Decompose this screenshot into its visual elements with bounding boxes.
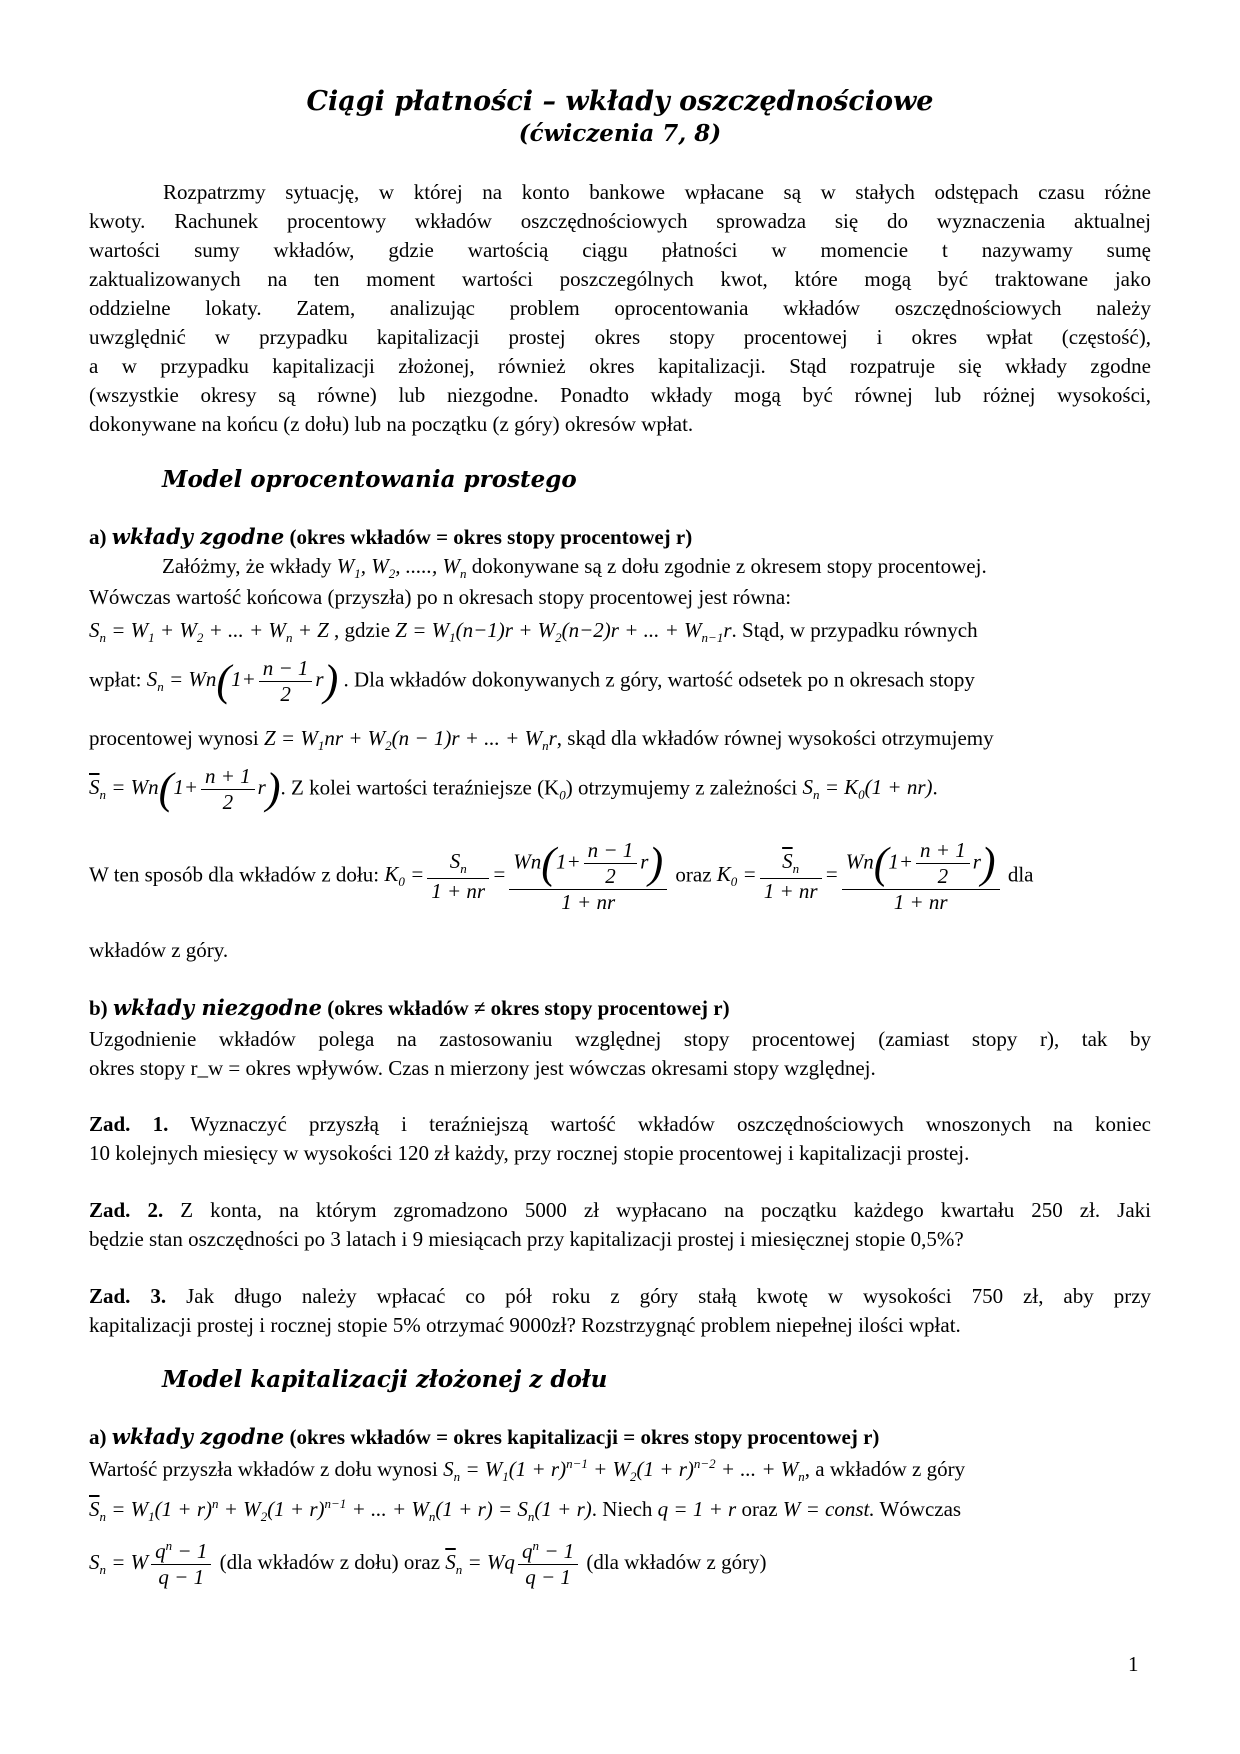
- task-text: Z konta, na którym zgromadzono 5000 zł wypłacano na początku każdego kwartału 250 zł. Jaki: [180, 1198, 1152, 1222]
- text-line: procentowej wynosi $Z = W_1nr + W_2(n - 1)r$ + ... + $W_nr$, skąd dla wkładów równej wysokości otrzymujemy: [89, 726, 994, 754]
- section-heading-compound: Model kapitalizacji złożonej z dołu: [162, 1366, 608, 1393]
- task-text: Wyznaczyć przyszłą i teraźniejszą wartość wkładów oszczędnościowych wnoszonych na koniec: [190, 1112, 1152, 1136]
- intro-line: (wszystkie okresy są równe) lub niezgodne. Ponadto wkłady mogą być równej lub różnej wysokości,: [89, 383, 1151, 407]
- text-line: $\overline{S}_n = Wn(1+$ $\frac{n + 1}{2}$ r). Z kolei wartości teraźniejsze $(K_0)$ otrzymujemy z zależności $S_n = K_0(1 + nr)$.: [89, 764, 938, 814]
- intro-line: Rozpatrzmy sytuację, w której na konto bankowe wpłacane są w stałych odstępach czasu różne: [163, 180, 1151, 204]
- formula-w-list: $W_1$, $W_2$, ....., $W_n$: [336, 554, 467, 582]
- text-line: Uzgodnienie wkładów polega na zastosowaniu względnej stopy procentowej (zamiast stopy r), tak by: [89, 1027, 1151, 1051]
- task-3: [89, 1282, 1151, 1340]
- task-2: [89, 1196, 1151, 1254]
- subsection-b-heading: b) wkłady niezgodne (okres wkładów ≠ okres stopy procentowej r): [89, 995, 730, 1020]
- subsection-a-heading: a) wkłady zgodne (okres wkładów = okres stopy procentowej r): [89, 524, 693, 549]
- intro-line: oddzielne lokaty. Zatem, analizując problem oprocentowania wkładów oszczędnościowych należy: [89, 296, 1151, 320]
- formula-sn-bar: $\overline{S}_n = Wn(1+$ $\frac{n + 1}{2}$ r): [89, 764, 281, 814]
- task-text: 10 kolejnych miesięcy w wysokości 120 zł każdy, przy rocznej stopie procentowej i kapitalizacji prostej.: [89, 1141, 970, 1165]
- text-line: Wówczas wartość końcowa (przyszła) po n okresach stopy procentowej jest równa:: [89, 585, 792, 609]
- formula-sn-geometric: $S_n = W$ $\frac{q^n - 1}{q - 1}$: [89, 1550, 214, 1574]
- text-line: wpłat: $S_n = Wn(1+$ $\frac{n - 1}{2}$ r) . Dla wkładów dokonywanych z góry, wartość odsetek po n okresach stopy: [89, 656, 975, 706]
- formula-sn-equal: $S_n = Wn(1+$ $\frac{n - 1}{2}$ r): [146, 656, 339, 706]
- formula-sn-compound: $S_n = W_1(1 + r)^{n-1} + W_2(1 + r)^{n-2}$ + ... + $W_n$: [443, 1456, 805, 1485]
- intro-paragraph: [89, 178, 1151, 439]
- task-label: Zad. 3.: [89, 1284, 167, 1308]
- task-label: Zad. 1.: [89, 1112, 169, 1136]
- intro-line: wartości sumy wkładów, gdzie wartością ciągu płatności w momencie t nazywamy sumę: [89, 238, 1151, 262]
- intro-line: uwzględnić w przypadku kapitalizacji prostej okres stopy procentowej i okres wpłat (częstość),: [89, 325, 1151, 349]
- formula-sn: $S_n = W_1 + W_2$ + ... + $W_n + Z$: [89, 618, 329, 646]
- formula-z: $Z = W_1(n-1)r + W_2(n-2)r$ + ... + $W_{n-1}r$: [395, 618, 732, 646]
- task-text: Jak długo należy wpłacać co pół roku z góry stałą kwotę w wysokości 750 zł, aby przy: [186, 1284, 1152, 1308]
- task-label: Zad. 2.: [89, 1198, 164, 1222]
- text-line: $S_n = W_1 + W_2$ + ... + $W_n + Z$ , gdzie $Z = W_1(n-1)r + W_2(n-2)r$ + ... + $W_{n-1}r$. Stąd, w przypadku równych: [89, 618, 978, 646]
- formula-k0-up: $K_0$ = $\frac{\overline{S}_n}{1 + nr}$ = Wn(1+ $\frac{n + 1}{2}$ r) 1 + nr: [717, 862, 1003, 886]
- formula-w-const: W = const.: [782, 1497, 875, 1521]
- section-heading-simple: Model oprocentowania prostego: [162, 466, 577, 493]
- text-line: okres stopy r_w = okres wpływów. Czas n mierzony jest wówczas okresami stopy względnej.: [89, 1056, 876, 1080]
- intro-line: a w przypadku kapitalizacji złożonej, również okres kapitalizacji. Stąd rozpatruje się wkłady zgodne: [89, 354, 1151, 378]
- intro-line: dokonywane na końcu (z dołu) lub na początku (z góry) okresów wpłat.: [89, 412, 694, 436]
- formula-z-upfront: $Z = W_1nr + W_2(n - 1)r$ + ... + $W_nr$: [263, 726, 557, 754]
- page-title: Ciągi płatności – wkłady oszczędnościowe: [306, 86, 934, 117]
- intro-line: kwoty. Rachunek procentowy wkładów oszczędnościowych sprowadza się do wyznaczenia aktualnej: [89, 209, 1151, 233]
- text-line: Wartość przyszła wkładów z dołu wynosi $S_n = W_1(1 + r)^{n-1} + W_2(1 + r)^{n-2}$ + ... + $W_n$, a wkładów z góry: [89, 1456, 966, 1485]
- task-1: [89, 1110, 1151, 1168]
- subsection-b-paragraph: [89, 1025, 1151, 1083]
- formula-q: q = 1 + r: [657, 1497, 737, 1521]
- intro-line: zaktualizowanych na ten moment wartości poszczególnych kwot, które mogą być traktowane jako: [89, 267, 1151, 291]
- formula-sn-bar-geometric: $\overline{S}_n = Wq$ $\frac{q^n - 1}{q - 1}$: [445, 1550, 581, 1574]
- formula-sn-k0: $S_n = K_0(1 + nr)$: [802, 775, 933, 803]
- text-line: W ten sposób dla wkładów z dołu: $K_0$ = $\frac{S_n}{1 + nr}$ = Wn(1+ $\frac{n - 1}{2}$ r) 1 + nr oraz $K_0$ = $\frac{\overline{S}_n}{1 + nr}$ = Wn(1+ $\frac{n + 1}{2}$ r) 1 + nr dla: [89, 838, 1034, 914]
- text-line: $S_n = W$ $\frac{q^n - 1}{q - 1}$ (dla wkładów z dołu) oraz $\overline{S}_n = Wq$ $\frac{q^n - 1}{q - 1}$ (dla wkładów z góry): [89, 1538, 767, 1589]
- formula-sn-bar-compound: $\overline{S}_n = W_1(1 + r)^n + W_2(1 + r)^{n-1}$ + ... + $W_n(1 + r) = S_n(1 + r)$: [89, 1496, 592, 1525]
- text-line: $\overline{S}_n = W_1(1 + r)^n + W_2(1 + r)^{n-1}$ + ... + $W_n(1 + r) = S_n(1 + r)$. Niech q = 1 + r oraz W = const. Wówczas: [89, 1496, 962, 1525]
- page-subtitle: (ćwiczenia 7, 8): [518, 120, 722, 147]
- task-text: będzie stan oszczędności po 3 latach i 9 miesiącach przy kapitalizacji prostej i miesięcznej stopie 0,5%?: [89, 1227, 964, 1251]
- formula-k0-down: $K_0$ = $\frac{S_n}{1 + nr}$ = Wn(1+ $\frac{n - 1}{2}$ r) 1 + nr: [384, 862, 670, 886]
- task-text: kapitalizacji prostej i rocznej stopie 5% otrzymać 9000zł? Rozstrzygnąć problem niepełnej ilości wpłat.: [89, 1313, 961, 1337]
- subsection-a-heading-compound: a) wkłady zgodne (okres wkładów = okres kapitalizacji = okres stopy procentowej r): [89, 1424, 880, 1449]
- text-line: wkładów z góry.: [89, 938, 229, 962]
- page-number: 1: [1128, 1652, 1139, 1676]
- text-line: Załóżmy, że wkłady $W_1$, $W_2$, ....., $W_n$ dokonywane są z dołu zgodnie z okresem stopy procentowej.: [162, 554, 987, 582]
